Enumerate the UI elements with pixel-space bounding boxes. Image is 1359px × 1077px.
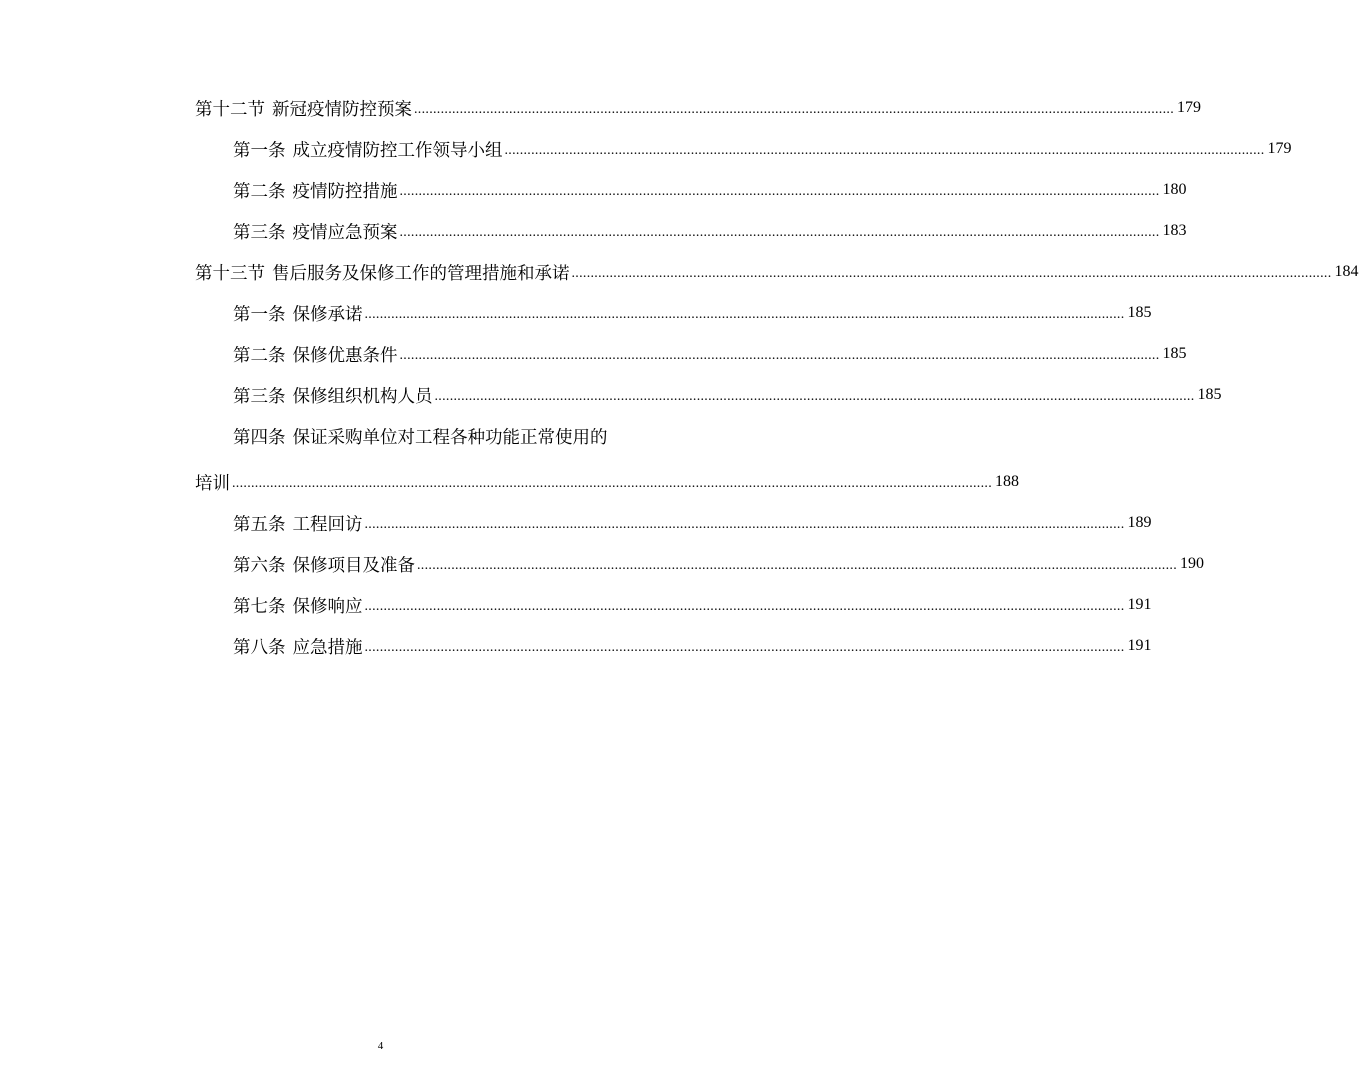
- toc-entry-text: [233, 342, 398, 367]
- toc-entry-article-4-line-2[interactable]: [195, 462, 1019, 502]
- toc-entry-number: 第五条: [233, 514, 286, 535]
- toc-entry-text: [233, 301, 363, 326]
- toc-entry-number: 第七条: [233, 596, 286, 617]
- toc-entry-title-continuation: 培训: [195, 473, 230, 494]
- toc-entry-number: 第四条: [233, 427, 286, 448]
- toc-entry-section-12[interactable]: [195, 88, 1201, 128]
- toc-entry-number: 第十二节: [195, 99, 265, 120]
- toc-entry-text: [233, 511, 363, 536]
- toc-entry-title: 疫情应急预案: [292, 222, 398, 243]
- dot-leader: ........................................................................................................................................................................................................: [434, 389, 1195, 404]
- dot-leader: ........................................................................................................................................................................................................: [364, 307, 1125, 322]
- toc-entry-article-4-line-1[interactable]: [233, 416, 640, 456]
- toc-entry-title: 应急措施: [292, 637, 363, 658]
- toc-entry-number: 第一条: [233, 140, 286, 161]
- toc-entry-title: 保修项目及准备: [292, 555, 415, 576]
- toc-entry-number: 第六条: [233, 555, 286, 576]
- toc-entry-number: 第二条: [233, 345, 286, 366]
- toc-entry-article-6[interactable]: [233, 544, 1204, 584]
- toc-entry-page: 189: [1127, 514, 1152, 531]
- toc-entry-article-8[interactable]: [233, 626, 1152, 666]
- toc-entry-title: 保修组织机构人员: [292, 386, 433, 407]
- toc-entry-title: 售后服务及保修工作的管理措施和承诺: [272, 263, 570, 284]
- toc-entry-article-1[interactable]: [233, 129, 1292, 169]
- dot-leader: ........................................................................................................................................................................................................: [364, 640, 1125, 655]
- dot-leader: ........................................................................................................................................................................................................: [399, 225, 1160, 240]
- toc-entry-text: [233, 552, 415, 577]
- toc-entry-text: [195, 260, 570, 285]
- toc-entry-number: 第一条: [233, 304, 286, 325]
- toc-entry-article-2[interactable]: [233, 334, 1187, 374]
- toc-entry-article-3[interactable]: [233, 375, 1222, 415]
- toc-entry-text: [233, 634, 363, 659]
- toc-entry-text: [195, 96, 412, 121]
- toc-entry-page: 185: [1127, 304, 1152, 321]
- toc-entry-text: [233, 178, 398, 203]
- toc-entry-article-1[interactable]: [233, 293, 1152, 333]
- toc-entry-page: 179: [1267, 140, 1292, 157]
- toc-entry-page: 188: [995, 473, 1019, 490]
- dot-leader: ........................................................................................................................................................................................................: [504, 143, 1265, 158]
- toc-entry-title: 保修优惠条件: [292, 345, 398, 366]
- toc-entry-title: 疫情防控措施: [292, 181, 398, 202]
- toc-entry-article-5[interactable]: [233, 503, 1152, 543]
- toc-entry-text: [233, 219, 398, 244]
- toc-entry-page: 191: [1127, 637, 1152, 654]
- toc-entry-page: 183: [1162, 222, 1187, 239]
- toc-entry-text: [233, 137, 503, 162]
- toc-entry-article-2[interactable]: [233, 170, 1187, 210]
- dot-leader: ........................................................................................................................................................................................................: [364, 599, 1125, 614]
- dot-leader: ........................................................................................................................................................................................................: [364, 517, 1125, 532]
- toc-entry-article-3[interactable]: [233, 211, 1187, 251]
- toc-entry-number: 第二条: [233, 181, 286, 202]
- dot-leader: ........................................................................................................................................................................................................: [417, 558, 1177, 573]
- toc-entry-article-7[interactable]: [233, 585, 1152, 625]
- toc-entry-page: 184: [1334, 263, 1359, 280]
- dot-leader: ........................................................................................................................................................................................................: [571, 266, 1332, 281]
- toc-entry-number: 第八条: [233, 637, 286, 658]
- toc-entry-number: 第十三节: [195, 263, 265, 284]
- toc-entry-page: 191: [1127, 596, 1152, 613]
- toc-entry-section-13[interactable]: [195, 252, 1359, 292]
- toc-entry-number: 第三条: [233, 386, 286, 407]
- toc-entry-text: [233, 383, 433, 408]
- toc-entry-number: 第三条: [233, 222, 286, 243]
- toc-entry-page: 190: [1180, 555, 1204, 572]
- footer-page-number: 4: [377, 1040, 384, 1052]
- toc-entry-page: 180: [1162, 181, 1187, 198]
- toc-entry-title: 工程回访: [292, 514, 363, 535]
- dot-leader: ........................................................................................................................................................................................................: [414, 102, 1174, 117]
- dot-leader: ........................................................................................................................................................................................................: [399, 348, 1160, 363]
- toc-entry-text: [233, 424, 608, 449]
- dot-leader: ........................................................................................................................................................................................................: [232, 476, 992, 491]
- toc-entry-title: 保修承诺: [292, 304, 363, 325]
- toc-entry-title: 保修响应: [292, 596, 363, 617]
- toc-entry-title: 成立疫情防控工作领导小组: [292, 140, 503, 161]
- toc-entry-title: 保证采购单位对工程各种功能正常使用的: [292, 427, 608, 448]
- toc-entry-page: 185: [1162, 345, 1187, 362]
- toc-entry-text: [233, 593, 363, 618]
- toc-entry-title: 新冠疫情防控预案: [272, 99, 412, 120]
- toc-entry-page: 179: [1177, 99, 1201, 116]
- dot-leader: ........................................................................................................................................................................................................: [399, 184, 1160, 199]
- toc-entry-page: 185: [1197, 386, 1222, 403]
